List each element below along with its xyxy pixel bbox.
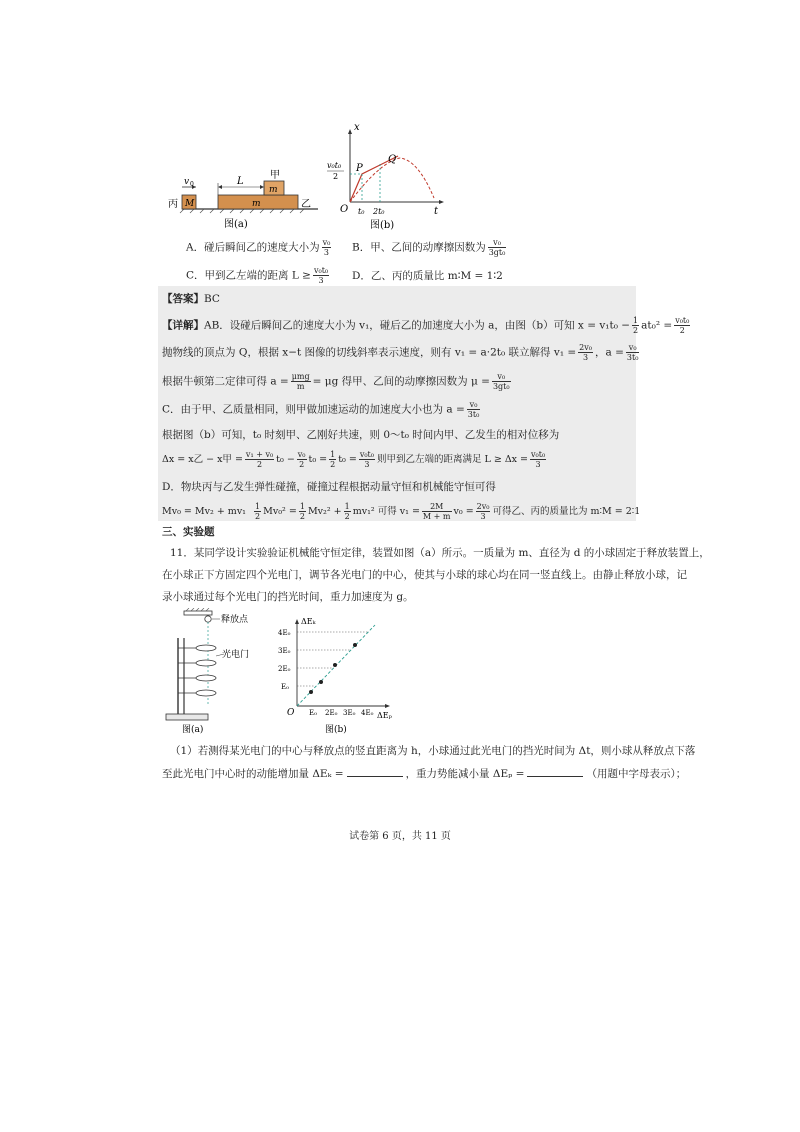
option-b: B．甲、乙间的动摩擦因数为 $\frac{\text{v₀}}{\text{3gt₀}}$	[352, 238, 506, 257]
detail-line-3: 根据牛顿第二定律可得 a = $\frac{\text{μmg}}{m}$ = μg 得甲、乙间的动摩擦因数为 μ = $\frac{\text{v₀}}{\text{3gt₀}}$	[162, 372, 510, 391]
M-label: M	[185, 199, 195, 209]
Q-label: Q	[388, 154, 397, 165]
gate-label: 光电门	[222, 650, 250, 660]
x-axis-label: ΔEₚ	[377, 711, 392, 720]
L-label: L	[237, 176, 244, 187]
detail-line-8: Mv₀ = Mv₂ + mv₁ $\frac{1}{2}$ Mv₀² = $\frac{1}{2}$ Mv₂² + $\frac{1}{2}$ mv₁² 可得 v₁ = $\frac{2M}{M + m}$ v₀ = $\frac{\text{2v₀}}{3}$ 可得乙、丙的质量比为 m∶M = 2∶1	[162, 502, 641, 521]
yi-label: 乙	[301, 199, 311, 210]
caption-c: 图(a)	[182, 725, 204, 735]
ball	[205, 616, 211, 622]
q11-1-line-2: 至此光电门中心时的动能增加量 ΔEₖ = ，重力势能减小量 ΔEₚ = （用题中字母表示）；	[162, 768, 687, 780]
answer-line: 【答案】BC	[162, 293, 220, 305]
page-footer: 试卷第 6 页，共 11 页	[349, 831, 451, 842]
option-c: C．甲到乙左端的距离 L ≥ $\frac{\text{v₀t₀}}{3}$	[186, 266, 329, 285]
m-board-label: m	[252, 199, 261, 209]
y-tick: 3E₀	[278, 647, 291, 655]
option-a: A．碰后瞬间乙的速度大小为 $\frac{\text{v₀}}{3}$	[186, 238, 331, 257]
y-label-num: v₀t₀	[327, 161, 342, 170]
detail-line-2: 抛物线的顶点为 Q，根据 x−t 图像的切线斜率表示速度，则有 v₁ = a·2t₀ 联立解得 v₁ = $\frac{\text{2v₀}}{3}$ ，a = $\frac{\text{v₀}}{\text{3t₀}}$	[162, 343, 639, 362]
y-tick: 2E₀	[278, 665, 291, 673]
detail-line-7: D．物块丙与乙发生弹性碰撞，碰撞过程根据动量守恒和机械能守恒可得	[162, 481, 496, 493]
figure-b	[322, 122, 447, 234]
x-tick: 4E₀	[361, 709, 374, 717]
detail-line-4: C．由于甲、乙质量相同，则甲做加速运动的加速度大小也为 a = $\frac{\text{v₀}}{\text{3t₀}}$	[162, 400, 480, 419]
option-d: D．乙、丙的质量比 m∶M = 1∶2	[352, 270, 503, 282]
origin-label: O	[340, 204, 349, 215]
figure-apparatus	[158, 608, 268, 738]
caption-a: 图(a)	[224, 219, 248, 230]
section-heading: 三、实验题	[162, 526, 215, 538]
data-point	[353, 643, 357, 647]
y-axis-label: ΔEₖ	[301, 617, 316, 626]
origin-label: O	[287, 708, 295, 718]
x-axis-label: x	[354, 122, 360, 133]
q11-line-2: 在小球正下方固定四个光电门，调节各光电门的中心，使其与小球的球心均在同一竖直线上。由静止释放小球，记	[162, 569, 687, 581]
x-tick: E₀	[309, 709, 317, 717]
figure-a	[160, 165, 320, 235]
q11-line-1: 11．某同学设计实验验证机械能守恒定律，装置如图（a）所示。一质量为 m、直径为 d 的小球固定于释放装置上，	[170, 547, 710, 559]
answer-blank-ep[interactable]	[527, 766, 583, 777]
caption-d: 图(b)	[325, 725, 347, 735]
bing-label: 丙	[168, 199, 178, 210]
caption-b: 图(b)	[370, 220, 395, 231]
q11-line-3: 录小球通过每个光电门的挡光时间，重力加速度为 g。	[162, 591, 414, 603]
detail-line-6: Δx = x乙 − x甲 = $\frac{\text{v₁ + v₀}}{2}$ t₀ − $\frac{\text{v₀}}{2}$ t₀ = $\frac{1}{2}$ t₀ = $\frac{\text{v₀t₀}}{3}$ 则甲到乙左端的距离满足 L ≥ Δx = $\frac{\text{v₀t₀}}{3}$	[162, 450, 546, 469]
data-point	[333, 663, 337, 667]
figure-energy-plot	[275, 614, 395, 739]
detail-line-5: 根据图（b）可知，t₀ 时刻甲、乙刚好共速，则 0～t₀ 时间内甲、乙发生的相对位移为	[162, 429, 560, 441]
data-point	[319, 680, 323, 684]
jia-label: 甲	[270, 170, 280, 181]
t2-label: 2t₀	[373, 207, 385, 216]
m-small-label: m	[269, 185, 278, 195]
data-point	[309, 690, 313, 694]
v0-sub: 0	[190, 181, 194, 188]
y-tick: 4E₀	[278, 629, 291, 637]
detail-line-1: 【详解】AB．设碰后瞬间乙的速度大小为 v₁，碰后乙的加速度大小为 a，由图（b）可知 x = v₁t₀ − $\frac{1}{2}$ at₀² = $\frac{\text{v₀t₀}}{2}$	[162, 316, 690, 335]
y-tick: E₀	[281, 683, 289, 691]
x-tick: 2E₀	[325, 709, 338, 717]
q11-1-line-1: （1）若测得某光电门的中心与释放点的竖直距离为 h，小球通过此光电门的挡光时间为 Δt，则小球从释放点下落	[170, 745, 696, 757]
answer-blank-ek[interactable]	[347, 766, 403, 777]
x-tick: 3E₀	[343, 709, 356, 717]
t-axis-label: t	[434, 206, 439, 217]
t0-label: t₀	[358, 207, 365, 216]
v0-label: v	[184, 177, 190, 187]
y-label-den: 2	[333, 172, 339, 181]
release-label: 释放点	[221, 615, 249, 625]
P-label: P	[356, 163, 363, 174]
